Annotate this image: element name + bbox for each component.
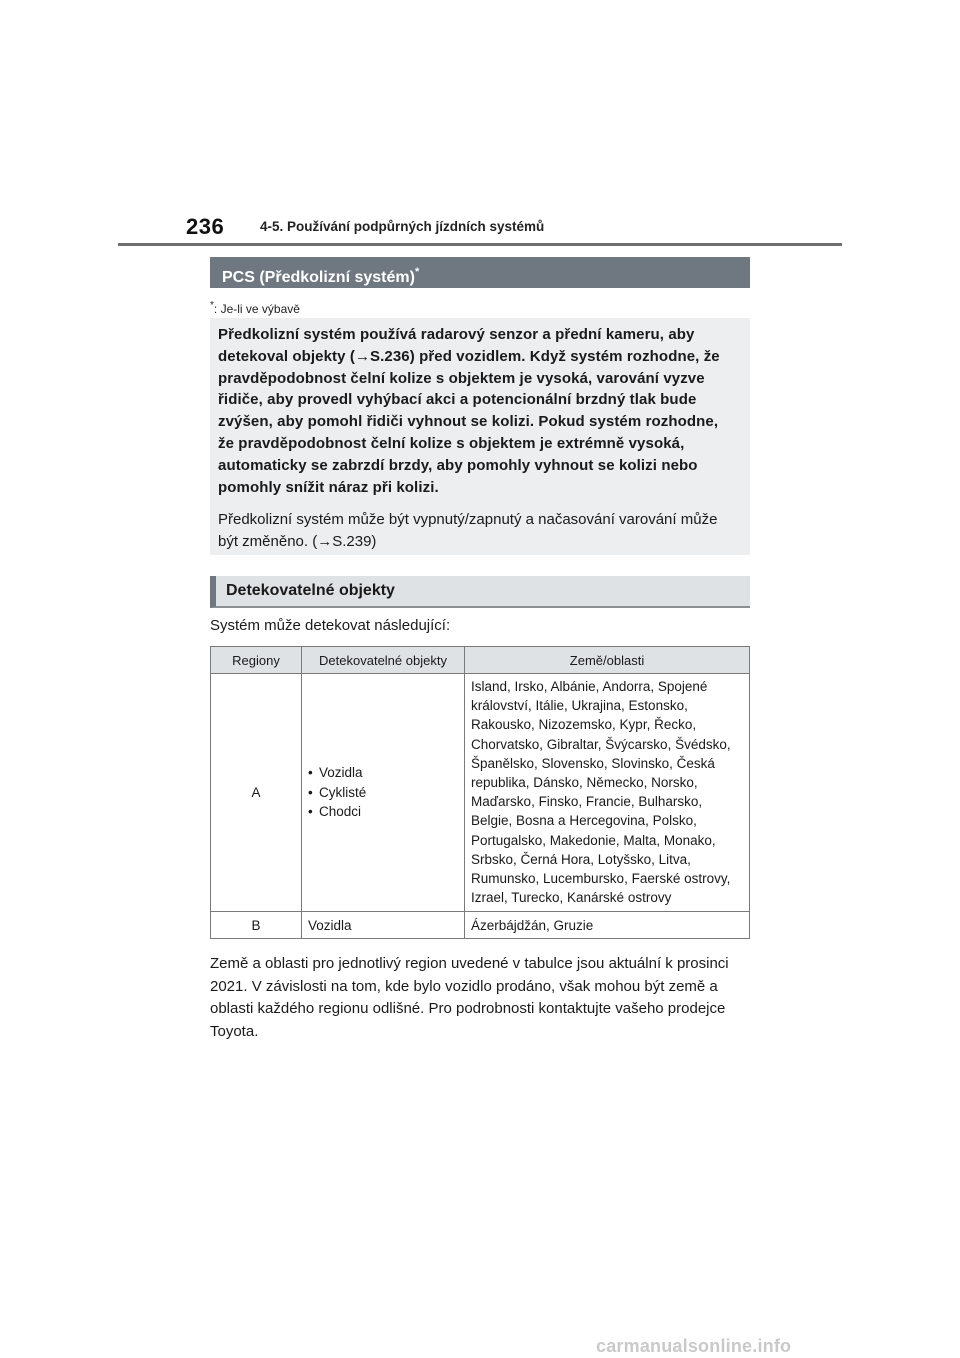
header-regions: Regiony (211, 647, 302, 674)
objects-cell: Vozidla (302, 912, 465, 939)
closing-paragraph: Země a oblasti pro jednotlivý region uvedené v tabulce jsou aktuální k prosinci 2021. V závislosti na tom, kde bylo vozidlo prodáno, však mohou být země a oblasti každého regionu odlišné. Pro podrobnosti kontaktujte vašeho prodejce Toyota. (210, 955, 729, 1041)
subsection-title: Detekovatelné objekty (226, 582, 395, 599)
chapter-title: 4-5. Používání podpůrných jízdních systémů (260, 219, 545, 234)
footnote-mark: * (210, 300, 214, 311)
subsection-banner (210, 576, 750, 608)
table-header-row (211, 647, 750, 674)
countries-cell: Island, Irsko, Albánie, Andorra, Spojené království, Itálie, Ukrajina, Estonsko, Rakousko, Nizozemsko, Kypr, Řecko, Chorvatsko, Gibraltar, Švýcarsko, Švédsko, Španělsko, Slovensko, Slovinsko, Česká republika, Dánsko, Německo, Norsko, Maďarsko, Finsko, Francie, Bulharsko, Belgie, Bosna a Hercegovina, Polsko, Portugalsko, Makedonie, Malta, Monako, Srbsko, Černá Hora, Lotyšsko, Litva, Rumunsko, Lucembursko, Faerské ostrovy, Izrael, Turecko, Kanárské ostrovy (465, 674, 750, 912)
region-cell: B (211, 912, 302, 939)
availability-footnote (210, 300, 300, 316)
lead-text: Systém může detekovat následující: (210, 617, 451, 634)
header-objects: Detekovatelné objekty (302, 647, 465, 674)
list-item: • Vozidla (308, 763, 463, 783)
section-banner (210, 257, 750, 288)
intro-bold-paragraph: Předkolizní systém používá radarový senzor a přední kameru, aby detekoval objekty (→S.236) před vozidlem. Když systém rozhodne, že pravděpodobnost čelní kolize s objektem je vysoká, varování vyzve řidiče, aby provedl vyhýbací akci a potencionální brzdný tlak bude zvýšen, aby pomohl řidiči vyhnout se kolizi. Pokud systém rozhodne, že pravděpodobnost čelní kolize s objektem je extrémně vysoká, automaticky se zabrzdí brzdy, aby pomohly vyhnout se kolizi nebo pomohly snížit náraz při kolizi. (218, 326, 720, 496)
region-cell: A (211, 674, 302, 912)
table-row (211, 912, 750, 939)
page-header (186, 214, 886, 244)
page-number: 236 (186, 214, 225, 239)
watermark-text: carmanualsonline.info (596, 1336, 792, 1356)
objects-list (308, 763, 463, 822)
footnote-text: : Je-li ve výbavě (213, 302, 300, 316)
section-title-mark: * (414, 266, 420, 278)
header-rule (118, 243, 842, 246)
objects-cell (302, 674, 465, 912)
intro-box (210, 318, 750, 555)
countries-cell: Ázerbájdžán, Gruzie (465, 912, 750, 939)
intro-normal-paragraph: Předkolizní systém může být vypnutý/zapnutý a načasování varování může být změněno. (→S.239) (218, 511, 718, 551)
list-item: • Cyklisté (308, 783, 463, 803)
header-countries: Země/oblasti (465, 647, 750, 674)
section-title: PCS (Předkolizní systém) (222, 269, 415, 286)
table-row (211, 674, 750, 912)
list-item: • Chodci (308, 802, 463, 822)
detectable-objects-table (210, 646, 750, 939)
